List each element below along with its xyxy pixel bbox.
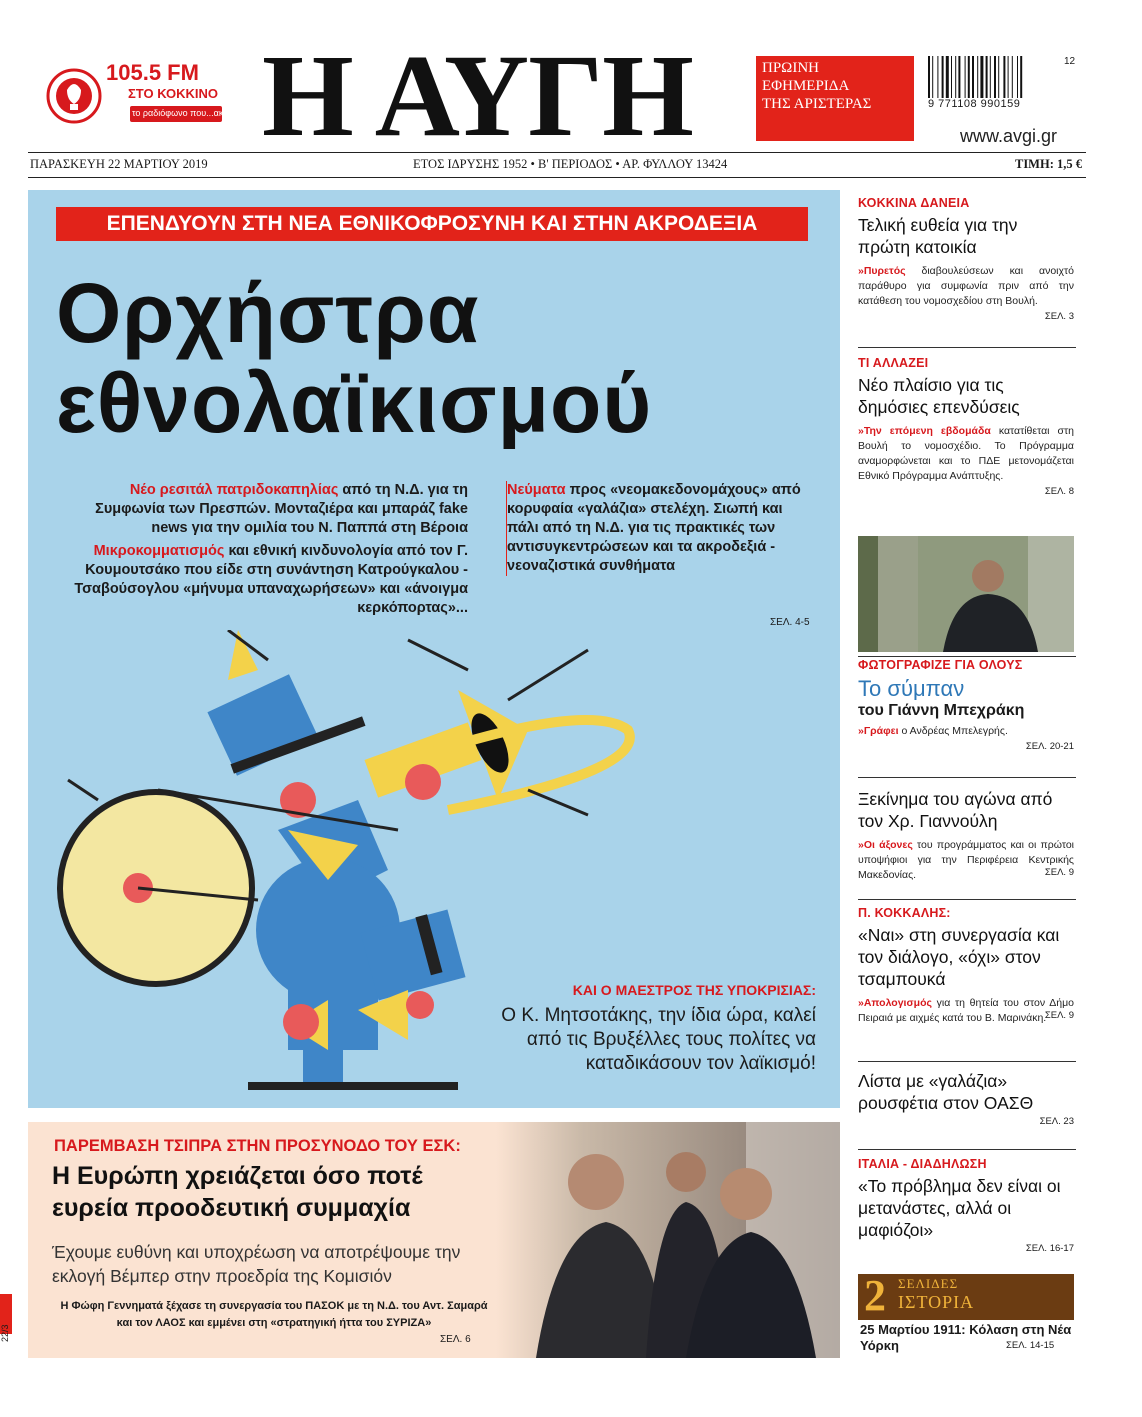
maestro-text[interactable]: Ο Κ. Μητσοτάκης, την ίδια ώρα, καλεί από τις Βρυξέλλες τους πολίτες να καταδικάσουν τον λαϊκισμό!	[501, 1005, 816, 1074]
sidebar-title: «Ναι» στη συνεργασία και τον διάλογο, «όχι» στον τσαμπουκά	[858, 925, 1060, 989]
sidebar-page-ref: ΣΕΛ. 8	[1044, 486, 1074, 497]
sidebar-body: »Πυρετός διαβουλεύσεων και ανοιχτό παράθυρο για συμφωνία πριν από την κατάθεση του νομοσχεδίου στη Βουλή.	[858, 265, 1074, 307]
sidebar-page-ref: ΣΕΛ. 23	[1039, 1116, 1074, 1127]
hero-left-paragraph-2	[60, 542, 468, 618]
newspaper-title[interactable]: Η ΑΥΓΗ	[262, 30, 693, 161]
divider	[858, 1149, 1076, 1150]
sidebar-story-1[interactable]	[858, 196, 1074, 322]
drum-shape	[60, 792, 252, 984]
tagline-box	[756, 56, 914, 141]
radio-frequency: 105.5 FM	[106, 60, 199, 85]
hero-left-column	[60, 481, 468, 618]
edge-date: 22/3	[0, 1324, 10, 1342]
sidebar-page-ref: ΣΕΛ. 9	[1044, 1010, 1074, 1021]
divider	[858, 656, 1076, 657]
photographer-photo[interactable]	[858, 536, 1074, 652]
sidebar-kicker: ΙΤΑΛΙΑ - ΔΙΑΔΗΛΩΣΗ	[858, 1157, 987, 1171]
radio-logo[interactable]	[44, 60, 242, 136]
bottom-title[interactable]: Η Ευρώπη χρειάζεται όσο ποτέ ευρεία προοδευτική συμμαχία	[52, 1162, 423, 1222]
bottom-page-ref: ΣΕΛ. 6	[440, 1334, 471, 1345]
maestro-kicker: ΚΑΙ Ο ΜΑΕΣΤΡΟΣ ΤΗΣ ΥΠΟΚΡΙΣΙΑΣ:	[572, 982, 816, 998]
issue-date: ΠΑΡΑΣΚΕΥΗ 22 ΜΑΡΤΙΟΥ 2019	[30, 157, 208, 171]
hero-left-text-1: από τη Ν.Δ. για τη Συμφωνία των Πρεσπών. Μονταζιέρα και μπαράζ fake news για την ομιλία του Ν. Παππά στη Βέροια	[95, 482, 468, 536]
history-story-title[interactable]: 25 Μαρτίου 1911: Κόλαση στη Νέα Υόρκη	[860, 1322, 1072, 1353]
barcode	[928, 56, 1084, 110]
issue-price: ΤΙΜΗ: 1,5 €	[1014, 157, 1082, 171]
history-page-ref: ΣΕΛ. 14-15	[1006, 1340, 1055, 1351]
barcode-number: 9 771108 990159	[928, 98, 1021, 110]
sidebar-page-ref: ΣΕΛ. 20-21	[1025, 741, 1074, 752]
divider	[858, 899, 1076, 900]
divider	[858, 347, 1076, 348]
radio-slogan: το ραδιόφωνο που...ακούει!	[132, 108, 242, 118]
sidebar-title: «Το πρόβλημα δεν είναι οι μετανάστες, αλλά οι μαφιόζοι»	[858, 1176, 1061, 1240]
hero-right-text: προς «νεομακεδονομάχους» από κορυφαία «γαλάζια» στελέχη. Σιωπή και πάλι από τη Ν.Δ. για τις πρακτικές των αντισυγκεντρώσεων και τα ακροδεξιά - νεοναζιστικά συνθήματα	[507, 482, 801, 574]
sidebar-title: Τελική ευθεία για την πρώτη κατοικία	[858, 215, 1018, 257]
sidebar-story-4[interactable]	[858, 788, 1074, 881]
issue-info: ΕΤΟΣ ΙΔΡΥΣΗΣ 1952 • Β' ΠΕΡΙΟΔΟΣ • ΑΡ. ΦΥΛΛΟΥ 13424	[413, 157, 728, 171]
tagline-line-2: ΕΦΗΜΕΡΙΔΑ	[762, 78, 850, 94]
sidebar-body: »Απολογισμός για τη θητεία του στον Δήμο Πειραιά με αιχμές κατά του Β. Μαρινάκη.	[858, 997, 1074, 1024]
sidebar-title: Λίστα με «γαλάζια» ρουσφέτια στον ΟΑΣΘ	[858, 1071, 1034, 1113]
radio-name: ΣΤΟ ΚΟΚΚΙΝΟ	[128, 86, 219, 101]
sidebar-body: »Την επόμενη εβδομάδα κατατίθεται στη Βουλή το νομοσχέδιο. Το Πρόγραμμα αναμορφώνεται και το ΠΔΕ μετονομάζεται Εθνικό Πρόγραμμα Ανάπτυξης.	[858, 425, 1074, 482]
chevron-right-icon: »	[858, 425, 864, 437]
divider	[858, 777, 1076, 778]
barcode-issue: 12	[1064, 56, 1076, 67]
chevron-right-icon: »	[858, 265, 864, 277]
sidebar-kicker: ΦΩΤΟΓΡΑΦΙΖΕ ΓΙΑ ΟΛΟΥΣ	[858, 658, 1023, 672]
hero-title-line-2[interactable]: εθνολαϊκισμού	[56, 356, 653, 450]
sidebar-story-5[interactable]	[858, 906, 1074, 1024]
hero-kicker[interactable]: ΕΠΕΝΔΥΟΥΝ ΣΤΗ ΝΕΑ ΕΘΝΙΚΟΦΡΟΣΥΝΗ ΚΑΙ ΣΤΗΝ ΑΚΡΟΔΕΞΙΑ	[56, 207, 808, 241]
bottom-kicker: ΠΑΡΕΜΒΑΣΗ ΤΣΙΠΡΑ ΣΤΗΝ ΠΡΟΣΥΝΟΔΟ ΤΟΥ ΕΣΚ:	[54, 1137, 461, 1155]
sidebar-title: Ξεκίνημα του αγώνα από τον Χρ. Γιαννούλη	[858, 789, 1053, 831]
divider	[858, 1061, 1076, 1062]
badge-number: 2	[864, 1271, 886, 1320]
sidebar-title: Το σύμπαν	[858, 676, 965, 701]
hero-left-lead-2: Μικροκομματισμός	[93, 543, 225, 559]
sidebar-kicker: ΤΙ ΑΛΛΑΖΕΙ	[858, 356, 929, 370]
history-series-badge[interactable]	[858, 1271, 1074, 1320]
leaders-photo[interactable]	[496, 1122, 840, 1358]
hero-left-lead-1: Νέο ρεσιτάλ πατριδοκαπηλίας	[129, 482, 339, 498]
sidebar-subtitle: του Γιάννη Μπεχράκη	[858, 702, 1025, 719]
sidebar-body: »Οι άξονες του προγράμματος και οι πρώτοι υποψήφιοι για την Περιφέρεια Κεντρικής Μακεδονίας.	[858, 839, 1074, 881]
hero-page-ref: ΣΕΛ. 4-5	[770, 617, 810, 628]
tagline-line-1: ΠΡΩΙΝΗ	[762, 60, 819, 76]
chevron-right-icon: »	[858, 839, 864, 851]
sidebar-kicker: ΚΟΚΚΙΝΑ ΔΑΝΕΙΑ	[858, 196, 970, 210]
sidebar-kicker: Π. ΚΟΚΚΑΛΗΣ:	[858, 906, 951, 920]
bottom-small-text: Η Φώφη Γεννηματά ξέχασε τη συνεργασία του ΠΑΣΟΚ με τη Ν.Δ. του Αντ. Σαμαρά και τον ΛΑΟΣ και εμμένει στη «στρατηγική ήττα του ΣΥΡΙΖΑ»	[60, 1300, 488, 1329]
sidebar-story-3[interactable]	[858, 658, 1074, 752]
hero-right-lead: Νεύματα	[507, 482, 566, 498]
bottom-lead: Έχουμε ευθύνη και υποχρέωση να αποτρέψουμε την εκλογή Βέμπερ στην προεδρία της Κομισιόν	[52, 1242, 461, 1286]
sidebar-body: »Γράφει ο Ανδρέας Μπελεγρής.	[858, 725, 1008, 737]
sidebar-page-ref: ΣΕΛ. 16-17	[1025, 1243, 1074, 1254]
hero-left-paragraph-1	[60, 481, 468, 538]
chevron-right-icon: »	[858, 997, 864, 1009]
tagline-line-3: ΤΗΣ ΑΡΙΣΤΕΡΑΣ	[762, 96, 872, 112]
hero-right-paragraph	[507, 481, 803, 576]
badge-text-2: ΙΣΤΟΡΙΑ	[898, 1292, 975, 1312]
hero-left-text-2: και εθνική κινδυνολογία από τον Γ. Κουμουτσάκο που είδε στη συνάντηση Κατρούγκαλου - Τσαβούσογλου «μήνυμα υπαναχωρήσεων» και «άνοιγμα κερκόπορτας»...	[74, 543, 468, 616]
badge-text-1: ΣΕΛΙΔΕΣ	[898, 1276, 959, 1291]
sidebar-story-6[interactable]	[858, 1070, 1074, 1127]
barcode-bars	[928, 56, 1060, 98]
sidebar-page-ref: ΣΕΛ. 3	[1044, 311, 1074, 322]
website-link[interactable]: www.avgi.gr	[960, 126, 1058, 146]
chevron-right-icon: »	[858, 725, 864, 737]
sidebar-title: Νέο πλαίσιο για τις δημόσιες επενδύσεις	[858, 375, 1020, 417]
sidebar-story-7[interactable]	[858, 1157, 1074, 1254]
dateline-bar	[28, 152, 1086, 178]
hero-title-line-1[interactable]: Ορχήστρα	[56, 266, 480, 360]
hero-right-column	[506, 481, 803, 576]
sidebar-page-ref: ΣΕΛ. 9	[1044, 867, 1074, 878]
sidebar-story-2[interactable]	[858, 356, 1074, 497]
